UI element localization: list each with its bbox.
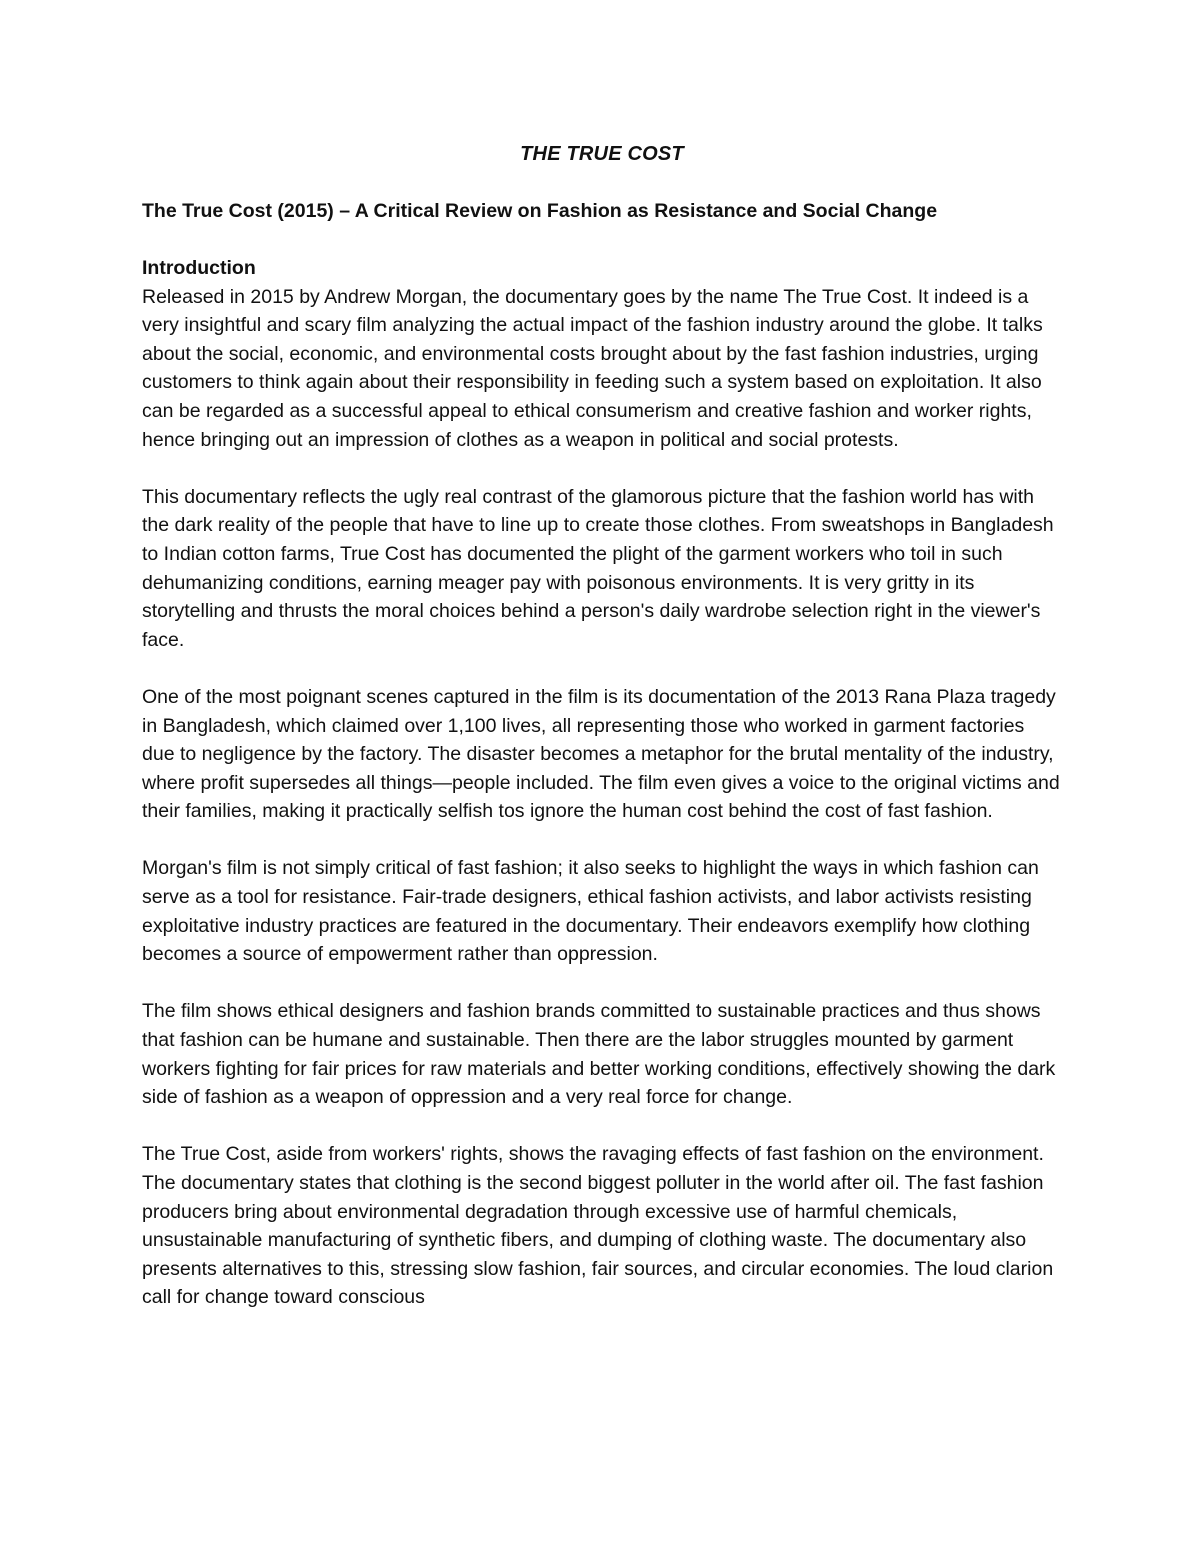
document-subtitle: The True Cost (2015) – A Critical Review on Fashion as Resistance and Social Change xyxy=(142,200,938,222)
section-heading-introduction: Introduction xyxy=(142,257,256,279)
paragraph: The True Cost, aside from workers' rights, shows the ravaging effects of fast fashion on the environment. The documentary states that clothing is the second biggest polluter in the world after oil. The fast fashion producers bring about environmental degradation through excessive use of harmful chemicals, unsustainable manufacturing of synthetic fibers, and dumping of clothing waste. The documentary also presents alternatives to this, stressing slow fashion, fair sources, and circular economies. The loud clarion call for change toward conscious xyxy=(142,1143,1054,1309)
paragraph: The film shows ethical designers and fashion brands committed to sustainable practices and thus shows that fashion can be humane and sustainable. Then there are the labor struggles mounted by garment workers fighting for fair prices for raw materials and better working conditions, effectively showing the dark side of fashion as a weapon of oppression and a very real force for change. xyxy=(142,1000,1056,1109)
paragraph: Morgan's film is not simply critical of fast fashion; it also seeks to highlight the ways in which fashion can serve as a tool for resistance. Fair-trade designers, ethical fashion activists, and labor activists resisting exploitative industry practices are featured in the documentary. Their endeavors exemplify how clothing becomes a source of empowerment rather than oppression. xyxy=(142,857,1039,966)
paragraph: This documentary reflects the ugly real contrast of the glamorous picture that the fashion world has with the dark reality of the people that have to line up to create those clothes. From sweatshops in Bangladesh to Indian cotton farms, True Cost has documented the plight of the garment workers who toil in such dehumanizing conditions, earning meager pay with poisonous environments. It is very gritty in its storytelling and thrusts the moral choices behind a person's daily wardrobe selection right in the viewer's face. xyxy=(142,485,1054,651)
document-title: THE TRUE COST xyxy=(520,143,684,165)
paragraph: Released in 2015 by Andrew Morgan, the documentary goes by the name The True Cost. It indeed is a very insightful and scary film analyzing the actual impact of the fashion industry around the globe. It talks about the social, economic, and environmental costs brought about by the fast fashion industries, urging customers to think again about their responsibility in feeding such a system based on exploitation. It also can be regarded as a successful appeal to ethical consumerism and creative fashion and worker rights, hence bringing out an impression of clothes as a weapon in political and social protests. xyxy=(142,285,1043,451)
paragraph: One of the most poignant scenes captured in the film is its documentation of the 2013 Rana Plaza tragedy in Bangladesh, which claimed over 1,100 lives, all representing those who worked in garment factories due to negligence by the factory. The disaster becomes a metaphor for the brutal mentality of the industry, where profit supersedes all things—people included. The film even gives a voice to the original victims and their families, making it practically selfish tos ignore the human cost behind the cost of fast fashion. xyxy=(142,685,1060,823)
document-body xyxy=(142,140,1062,1341)
